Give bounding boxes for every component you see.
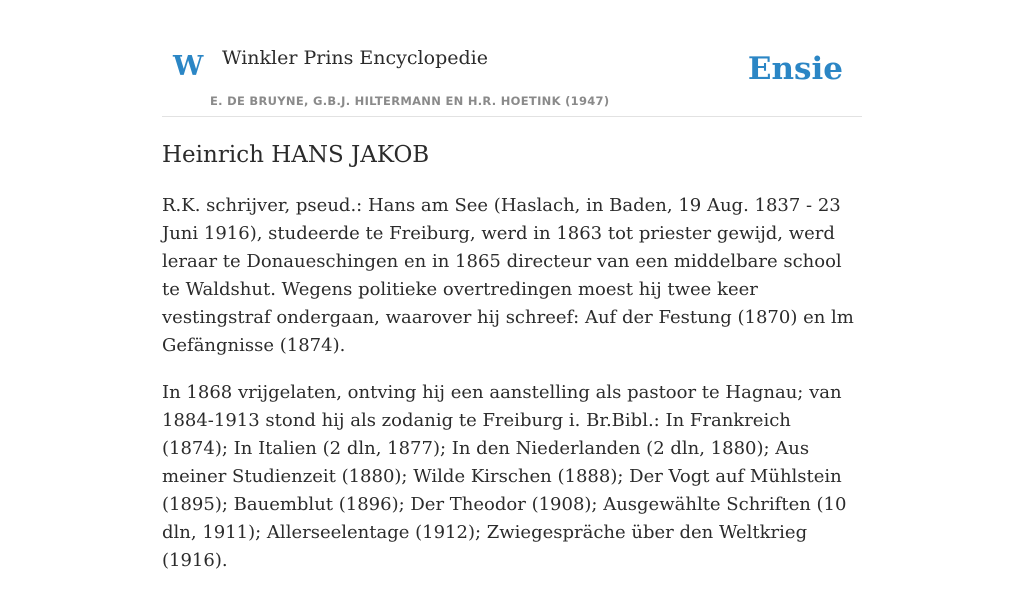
article-title: Heinrich HANS JAKOB <box>162 142 430 168</box>
article-paragraph: In 1868 vrijgelaten, ontving hij een aanstelling als pastoor te Hagnau; van 1884-1913 stond hij als zodanig te Freiburg i. Br.Bibl.: In Frankreich (1874); In Italien (2 dln, 1877); In den Niederlanden (2 dln, 1880); Aus meiner Studienzeit (1880); Wilde Kirschen (1888); Der Vogt auf Mühlstein (1895); Bauemblut (1896); Der Theodor (1908); Ausgewählte Schriften (10 dln, 1911); Allerseelentage (1912); Zwiegespräche über den Weltkrieg (1916). <box>162 382 847 571</box>
publication-title[interactable]: Winkler Prins Encyclopedie <box>222 47 488 69</box>
site-header <box>162 0 862 117</box>
publication-logo[interactable]: W <box>173 51 204 82</box>
article-body <box>162 192 862 594</box>
brand-logo[interactable]: Ensie <box>747 51 843 87</box>
article-paragraph: R.K. schrijver, pseud.: Hans am See (Haslach, in Baden, 19 Aug. 1837 - 23 Juni 1916), studeerde te Freiburg, werd in 1863 tot priester gewijd, werd leraar te Donaueschingen en in 1865 directeur van een middelbare school te Waldshut. Wegens politieke overtredingen moest hij twee keer vestingstraf ondergaan, waarover hij schreef: Auf der Festung (1870) en lm Gefängnisse (1874). <box>162 195 854 356</box>
publication-authors: E. DE BRUYNE, G.B.J. HILTERMANN EN H.R. HOETINK (1947) <box>210 94 610 108</box>
